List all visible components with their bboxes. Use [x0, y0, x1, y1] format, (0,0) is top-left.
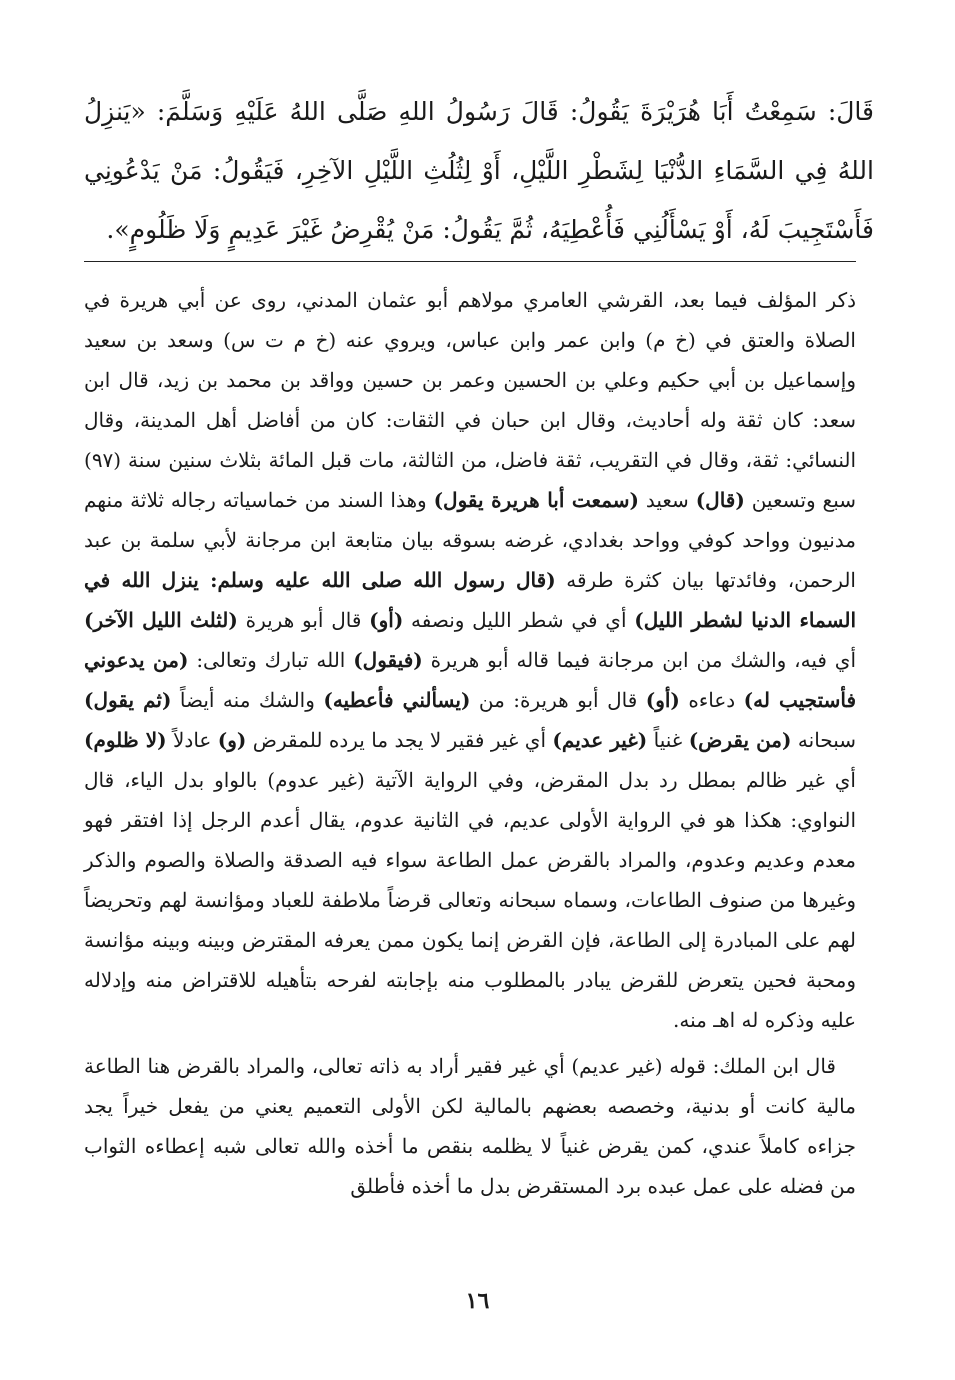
footnote-separator	[84, 261, 856, 262]
commentary-text: أي فيه، والشك من ابن مرجانة فيما قاله أبو هريرة	[422, 648, 857, 672]
commentary-keyword: (فيقول)	[353, 648, 423, 672]
commentary-keyword: (أو)	[369, 608, 404, 632]
commentary-text: ذكر المؤلف فيما بعد، القرشي العامري مولاهم أبو عثمان المدني، روى عن أبي هريرة في الصلاة والعتق في (خ م) وابن عمر وابن عباس، ويروي عنه (خ م ت س) وسعد بن سعيد وإسماعيل بن أبي حكيم وعلي بن الحسين وعمر بن حسين وواقد بن محمد بن زيد، قال ابن سعد: كان ثقة وله أحاديث، وقال ابن حبان في الثقات: كان من أفاضل أهل المدينة، وقال النسائي: ثقة، وقال في التقريب، ثقة فاضل، من الثالثة، مات قبل المائة بثلاث سنين سنة (٩٧) سبع وتسعين	[84, 288, 857, 512]
commentary-text: سبحانه	[791, 728, 856, 752]
hadith-text: قَالَ: سَمِعْتُ أَبَا هُرَيْرَةَ يَقُولُ: قَالَ رَسُولُ اللهِ صَلَّى اللهُ عَلَيْهِ وَسَلَّمَ: «يَنزِلُ اللهُ فِي السَّمَاءِ الدُّنْيَا لِشَطْرِ اللَّيْلِ، أَوْ لِثُلُثِ اللَّيْلِ الآخِرِ، فَيَقُولُ: مَنْ يَدْعُونِي فَأَسْتَجِيبَ لَهُ، أَوْ يَسْأَلُنِي فَأُعْطِيَهُ، ثُمَّ يَقُولُ: مَنْ يُقْرِضُ غَيْرَ عَدِيمٍ وَلَا ظَلُومٍ».	[84, 97, 874, 244]
commentary-block	[84, 280, 856, 1206]
commentary-text: أي غير ظالم بمطل رد بدل المقرض، وفي الرواية الآتية (غير عدوم) بالواو بدل الياء، قال النواوي: هكذا هو في الرواية الأولى عديم، في الثانية عدوم، يقال أعدم الرجل إذا افتقر فهو معدم وعديم وعدوم، والمراد بالقرض عمل الطاعة سواء فيه الصدقة والصلاة والصوم والذكر وغيرها من صنوف الطاعات، وسماه سبحانه وتعالى قرضاً ملاطفة للعباد ومؤانسة لهم وتحريضاً لهم على المبادرة إلى الطاعة، فإن القرض إنما يكون ممن يعرفه المقترض وبينه وبينه مؤانسة ومحبة فحين يتعرض للقرض يبادر بالمطلوب منه بإجابته لفرحه بتأهيله للاقتراض منه وإدلاله عليه وذكره له اهـ منه.	[84, 768, 856, 1032]
commentary-keyword: (من يدعوني فأستجيب له)	[84, 648, 857, 712]
commentary-text: قال أبو هريرة	[237, 608, 370, 632]
commentary-text: وهذا السند من خماسياته رجاله ثلاثة منهم مدنيون وواحد كوفي وواحد بغدادي، غرضه بسوقه بيان متابعة ابن مرجانة لأبي سلمة بن عبد الرحمن، وفائدتها بيان كثرة طرقه	[84, 488, 856, 592]
commentary-keyword: (من يقرض)	[688, 728, 792, 752]
commentary-keyword: (أو)	[645, 688, 680, 712]
commentary-paragraph-1	[84, 280, 856, 1040]
commentary-keyword: (لا ظلوم)	[84, 728, 167, 752]
commentary-text: قال أبو هريرة: من	[470, 688, 646, 712]
commentary-text: دعاءه	[679, 688, 744, 712]
commentary-text: غنياً	[647, 728, 689, 752]
commentary-text: عادلاً	[166, 728, 218, 752]
commentary-text: أي في شطر الليل ونصفه	[403, 608, 635, 632]
commentary-keyword: (و)	[217, 728, 247, 752]
commentary-text: سعيد	[639, 488, 696, 512]
commentary-text: أي غير فقير لا يجد ما يرده للمقرض	[246, 728, 553, 752]
page-number: ١٦	[465, 1288, 490, 1314]
commentary-text: الله تبارك وتعالى:	[188, 648, 354, 672]
commentary-keyword: (لثلث الليل الآخر)	[84, 608, 238, 632]
commentary-keyword: (غير عديم)	[552, 728, 648, 752]
commentary-keyword: (سمعت أبا هريرة يقول)	[433, 488, 639, 512]
commentary-keyword: (قال رسول الله صلى الله عليه وسلم: ينزل الله في السماء الدنيا لشطر الليل)	[84, 568, 857, 632]
commentary-text: والشك منه أيضاً	[171, 688, 324, 712]
commentary-keyword: (قال)	[695, 488, 745, 512]
commentary-paragraph-2: قال ابن الملك: قوله (غير عديم) أي غير فقير أراد به ذاته تعالى، والمراد بالقرض هنا الطاعة مالية كانت أو بدنية، وخصصه بعضهم بالمالية لكن الأولى التعميم يعني من يفعل خيراً يجد جزاءه كاملاً عندي، كمن يقرض غنياً لا يظلمه بنقص ما أخذه والله تعالى شبه إعطاءه الثواب من فضله على عمل عبده برد المستقرض بدل ما أخذه فأطلق	[84, 1054, 856, 1198]
commentary-keyword: (يسألني فأعطيه)	[323, 688, 471, 712]
commentary-keyword: (ثم يقول)	[84, 688, 172, 712]
